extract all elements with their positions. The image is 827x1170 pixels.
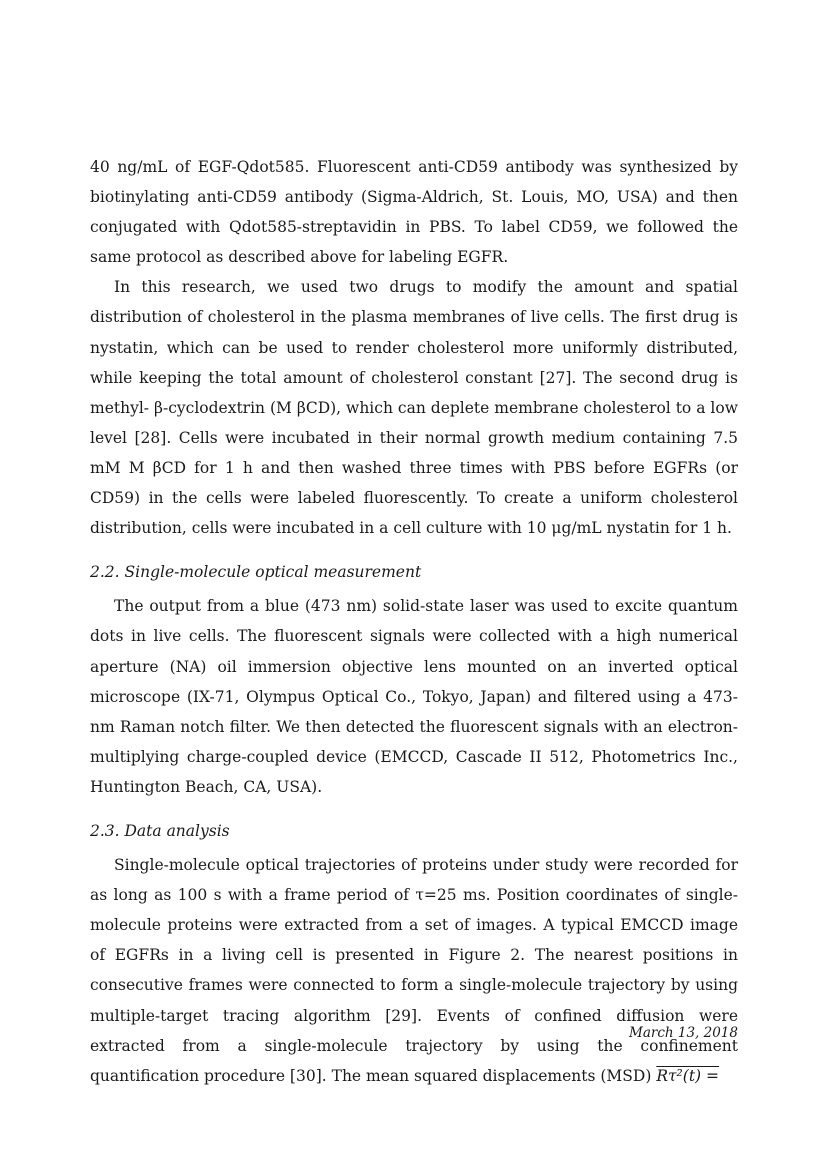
msd-formula: Rτ²(t) = <box>656 1066 720 1085</box>
page-body <box>90 152 738 1091</box>
footer-date: March 13, 2018 <box>629 1025 738 1041</box>
paragraph-data-analysis <box>90 850 738 1091</box>
data-analysis-text: Single-molecule optical trajectories of proteins under study were recorded for as long as 100 s with a frame period of τ=25 ms. Position coordinates of single-molecule proteins were extracted from a set of images. A typical EMCCD image of EGFRs in a living cell is presented in Figure 2. The nearest positions in consecutive frames were connected to form a single-molecule trajectory by using multiple-target tracing algorithm [29]. Events of confined diffusion were extracted from a single-molecule trajectory by using the confinement quantification procedure [30]. The mean squared displacements (MSD) <box>90 856 738 1085</box>
section-heading-optical-measurement: 2.2. Single-molecule optical measurement <box>90 563 422 582</box>
section-heading-data-analysis: 2.3. Data analysis <box>90 821 230 840</box>
paragraph-labeling: 40 ng/mL of EGF-Qdot585. Fluorescent anti-CD59 antibody was synthesized by biotinylating anti-CD59 antibody (Sigma-Aldrich, St. Louis, MO, USA) and then conjugated with Qdot585-streptavidin in PBS. To label CD59, we followed the same protocol as described above for labeling EGFR. <box>90 158 738 267</box>
paragraph-optical-measurement: The output from a blue (473 nm) solid-state laser was used to excite quantum dots in live cells. The fluorescent signals were collected with a high numerical aperture (NA) oil immersion objective lens mounted on an inverted optical microscope (IX-71, Olympus Optical Co., Tokyo, Japan) and filtered using a 473-nm Raman notch filter. We then detected the fluorescent signals with an electron-multiplying charge-coupled device (EMCCD, Cascade II 512, Photometrics Inc., Huntington Beach, CA, USA). <box>90 597 738 796</box>
paragraph-drugs: In this research, we used two drugs to modify the amount and spatial distribution of cholesterol in the plasma membranes of live cells. The first drug is nystatin, which can be used to render cholesterol more uniformly distributed, while keeping the total amount of cholesterol constant [27]. The second drug is methyl- β-cyclodextrin (M βCD), which can deplete membrane cholesterol to a low level [28]. Cells were incubated in their normal growth medium containing 7.5 mM M βCD for 1 h and then washed three times with PBS before EGFRs (or CD59) in the cells were labeled fluorescently. To create a uniform cholesterol distribution, cells were incubated in a cell culture with 10 μg/mL nystatin for 1 h. <box>90 278 738 538</box>
